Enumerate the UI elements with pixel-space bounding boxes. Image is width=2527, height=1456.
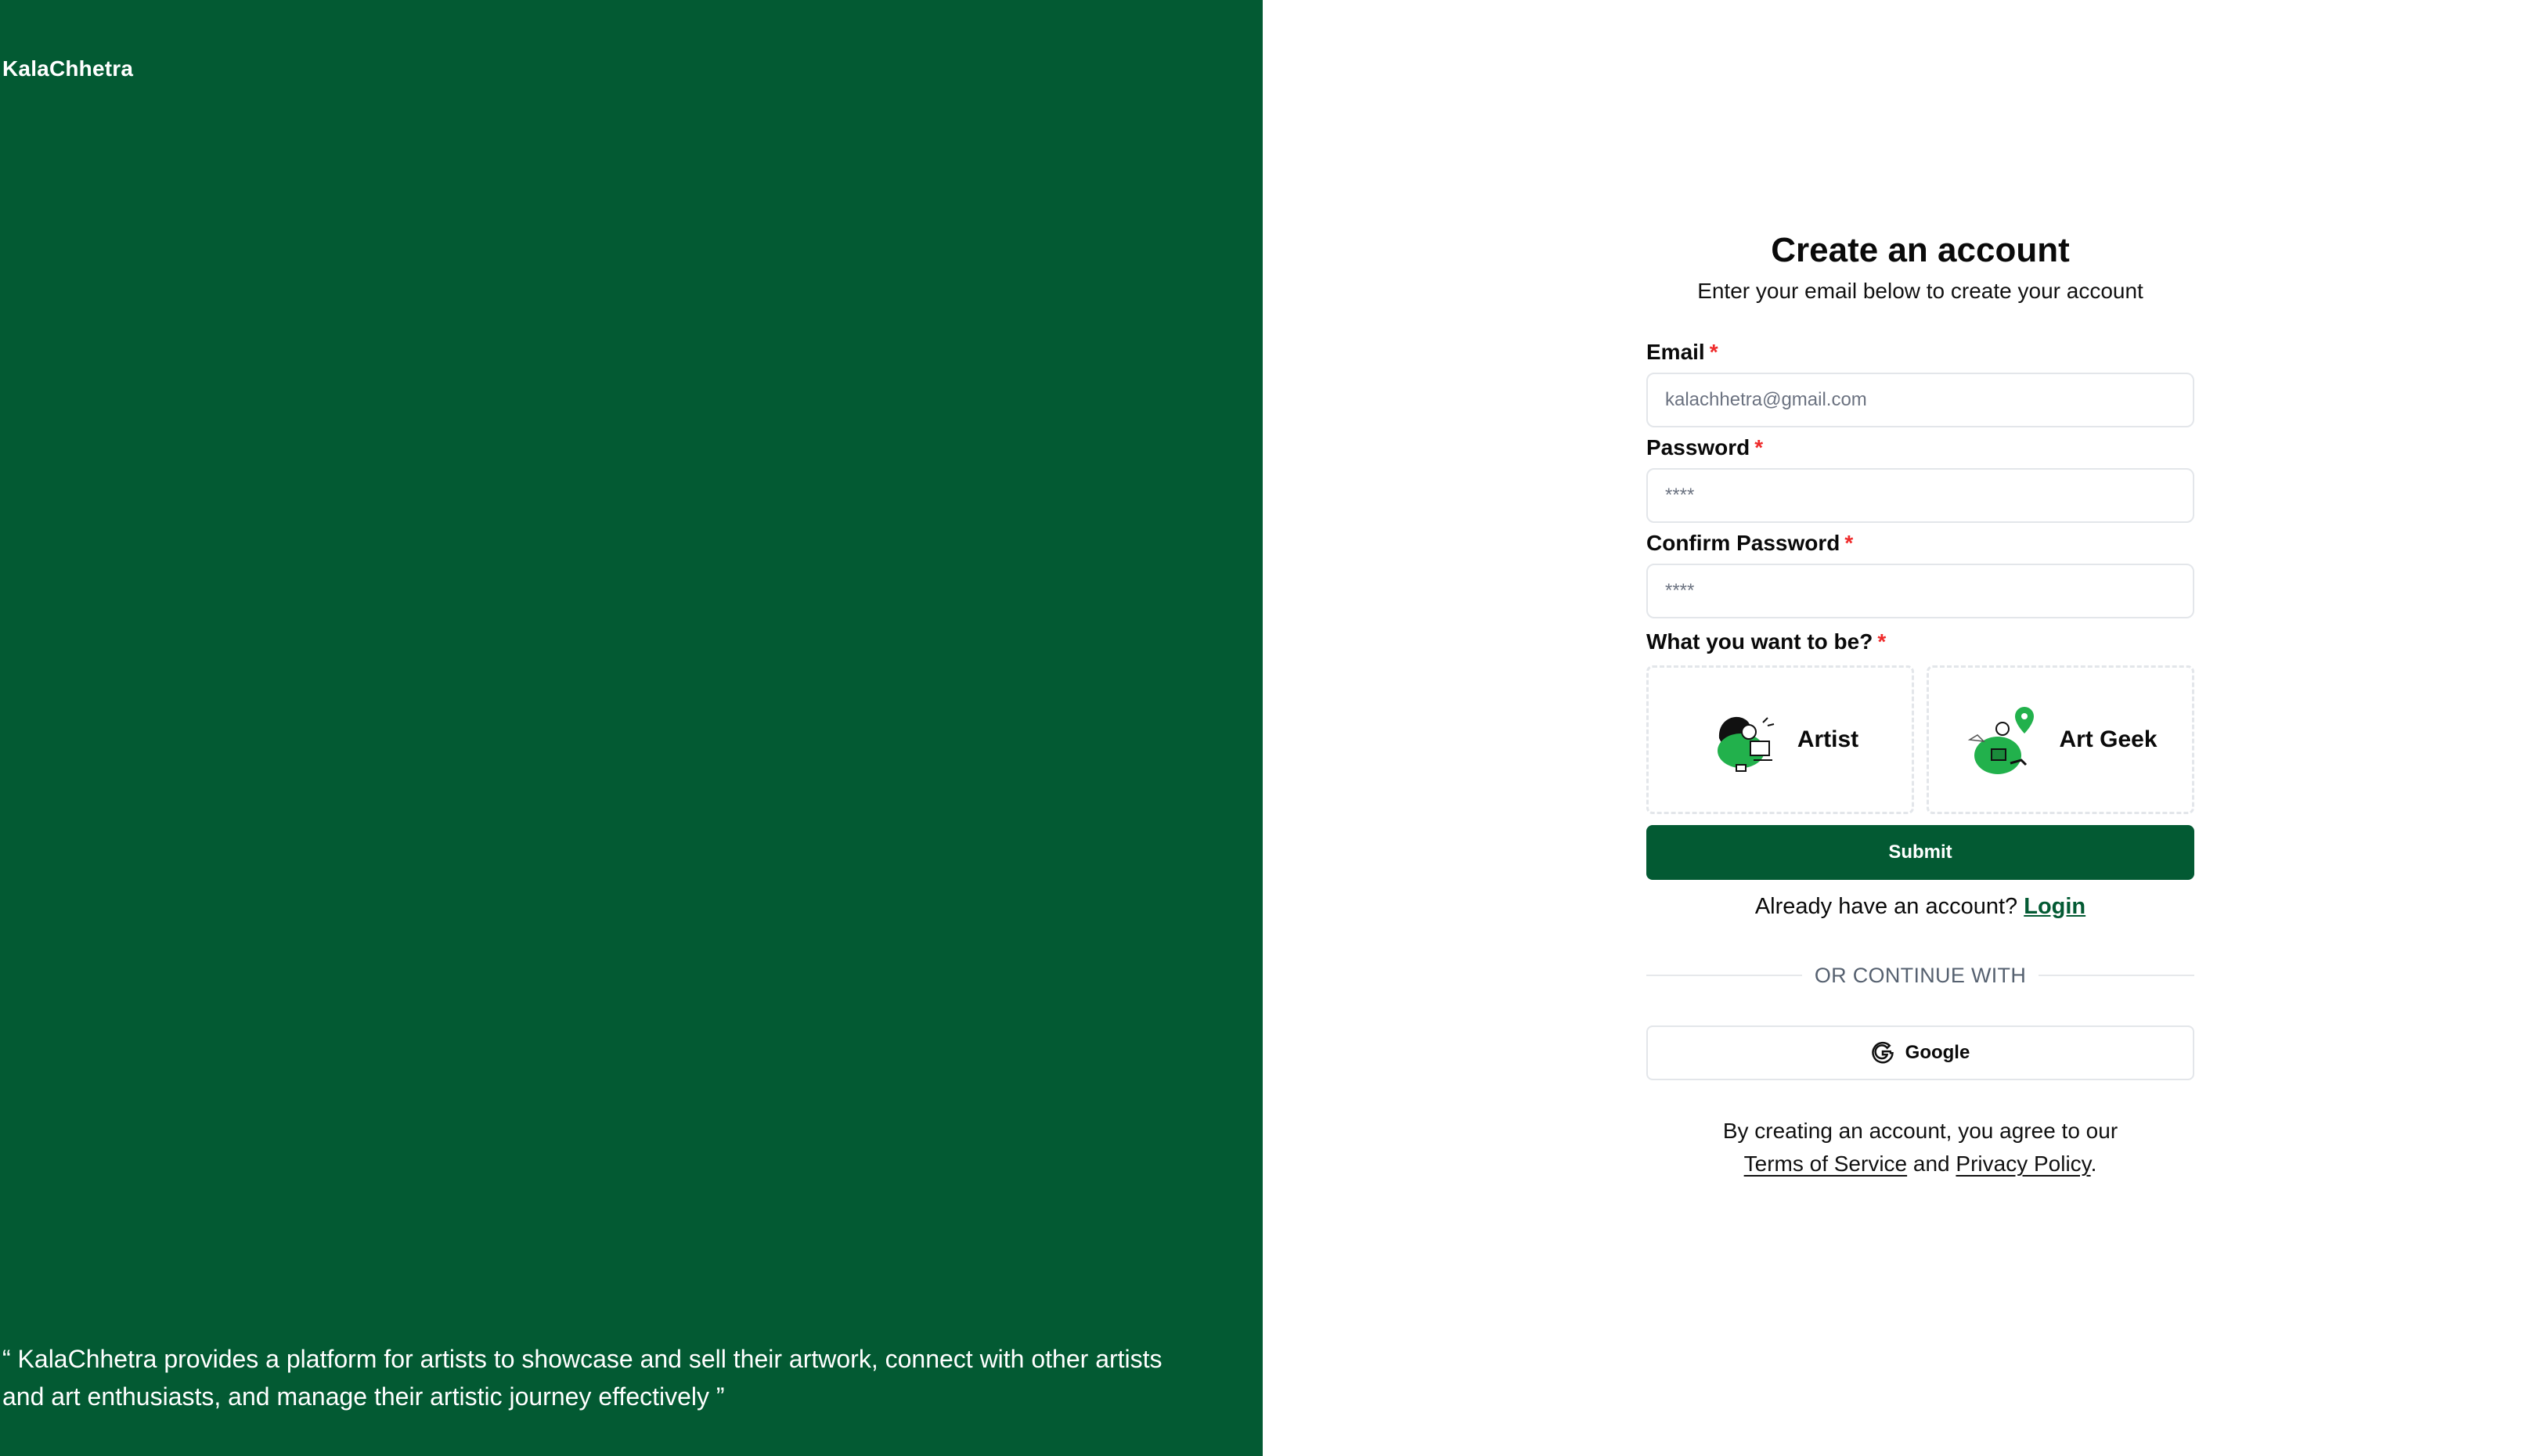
role-label: What you want to be? * [1646,629,1887,654]
terms-of-service-link[interactable]: Terms of Service [1743,1151,1908,1176]
divider-text: OR CONTINUE WITH [1814,963,2027,987]
google-icon [1871,1041,1894,1065]
confirm-password-group [1646,528,2194,618]
confirm-password-label: Confirm Password * [1646,531,1854,555]
required-marker: * [1844,531,1854,555]
required-marker: * [1709,340,1718,364]
password-group [1646,432,2194,523]
terms-prefix: By creating an account, you agree to our [1722,1119,2118,1143]
role-option-artist-label: Artist [1797,726,1859,752]
signup-panel [1263,0,2527,1456]
confirm-password-field[interactable] [1646,564,2194,618]
artist-illustration-icon [1702,704,1780,776]
email-group [1646,337,2194,427]
password-label: Password * [1646,435,1764,460]
email-label: Email * [1646,340,1718,364]
page-title: Create an account [1771,231,2070,269]
email-field[interactable] [1646,373,2194,427]
art-geek-illustration-icon [1963,702,2042,777]
role-option-art-geek-label: Art Geek [2059,726,2158,752]
role-group [1646,626,2194,814]
divider [1646,961,2194,989]
privacy-policy-link[interactable]: Privacy Policy [1956,1151,2091,1176]
required-marker: * [1877,629,1887,654]
divider-line-left [1646,975,1802,976]
brand-quote: “ KalaChhetra provides a platform for artists to showcase and sell their artwork, connect with other artists and art enthusiasts, and manage their artistic journey effectively ” [2,1345,1163,1411]
google-button[interactable] [1646,1025,2194,1080]
terms-notice [1646,1115,2194,1180]
divider-line-right [2039,975,2194,976]
brand-logo-text: KalaChhetra [2,56,134,81]
signup-form [1646,227,2194,1180]
google-button-label: Google [1905,1042,1970,1063]
brand-panel [0,0,1263,1456]
role-option-artist[interactable] [1646,665,1914,814]
password-field[interactable] [1646,468,2194,523]
required-marker: * [1754,435,1764,460]
page-subtitle: Enter your email below to create your account [1697,279,2143,303]
submit-button[interactable]: Submit [1646,825,2194,880]
terms-and: and [1912,1151,1950,1176]
login-prompt [1646,891,2194,922]
terms-suffix: . [2090,1151,2097,1176]
login-prompt-text: Already have an account? [1754,894,2018,919]
role-options [1646,665,2194,814]
login-link[interactable]: Login [2024,894,2086,919]
role-option-art-geek[interactable] [1927,665,2194,814]
